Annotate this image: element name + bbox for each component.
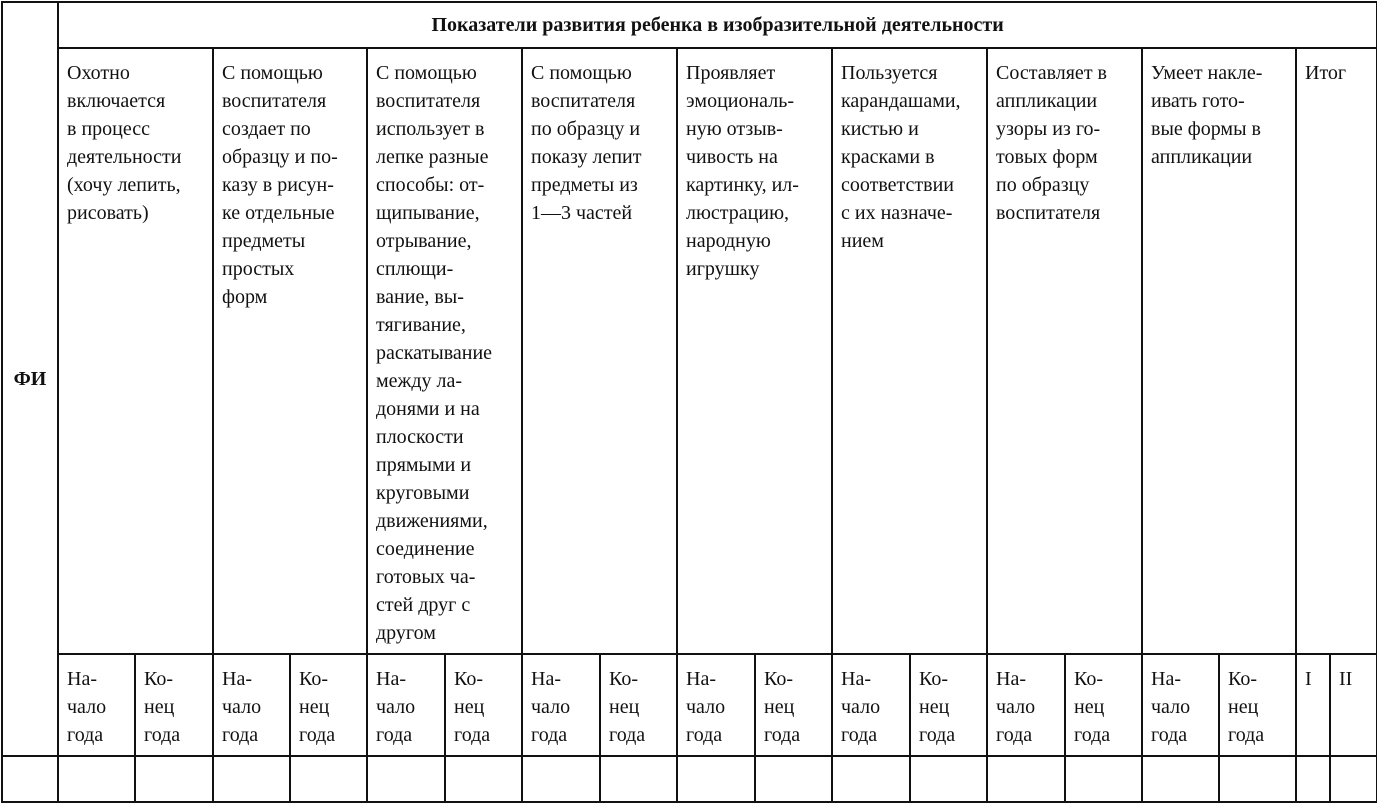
criteria-row (2, 48, 1377, 654)
period-end-cell (1065, 654, 1142, 756)
value-cell[interactable] (522, 756, 600, 802)
value-cell[interactable] (1142, 756, 1219, 802)
assessment-table-wrapper (1, 1, 1377, 803)
value-cell[interactable] (1219, 756, 1296, 802)
criterion-label: Охотно включается в процесс деятельности (хочу лепить, рисовать) (67, 62, 182, 224)
period-row (2, 654, 1377, 756)
period-end-label: Ко- нец года (454, 668, 491, 746)
period-start-cell (367, 654, 445, 756)
criterion-label: Проявляет эмоциональ- ную отзыв- чивость на картинку, ил- люстрацию, народную игрушку (686, 62, 799, 280)
period-start-cell (213, 654, 290, 756)
period-end-cell (445, 654, 522, 756)
fi-header-cell (2, 2, 58, 756)
criterion-cell-5 (677, 48, 832, 654)
total-period-1-label: I (1305, 668, 1312, 690)
table-row (2, 756, 1377, 802)
period-start-label: На- чало года (531, 668, 571, 746)
period-start-label: На- чало года (222, 668, 262, 746)
period-start-cell (832, 654, 910, 756)
period-end-cell (755, 654, 832, 756)
total-header: Итог (1305, 62, 1347, 84)
value-cell[interactable] (213, 756, 290, 802)
period-start-label: На- чало года (1151, 668, 1191, 746)
table-title: Показатели развития ребенка в изобразительной деятельности (431, 14, 1004, 36)
value-cell[interactable] (600, 756, 677, 802)
total-value-cell[interactable] (1296, 756, 1330, 802)
period-start-label: На- чало года (376, 668, 416, 746)
period-start-cell (58, 654, 135, 756)
period-start-label: На- чало года (996, 668, 1036, 746)
criterion-cell-2 (213, 48, 367, 654)
period-end-cell (910, 654, 987, 756)
title-row (2, 2, 1377, 48)
total-value-cell[interactable] (1330, 756, 1377, 802)
criterion-label: С помощью воспитателя создает по образцу и по- казу в рисун- ке отдельные предметы простых форм (222, 62, 338, 308)
total-period-1-cell (1296, 654, 1330, 756)
criterion-cell-8 (1142, 48, 1296, 654)
period-end-label: Ко- нец года (919, 668, 956, 746)
period-end-label: Ко- нец года (1228, 668, 1265, 746)
period-start-cell (987, 654, 1065, 756)
fi-header: ФИ (13, 368, 47, 390)
period-end-label: Ко- нец года (764, 668, 801, 746)
criterion-label: Пользуется карандашами, кистью и красками в соответствии с их назначе- нием (841, 62, 961, 252)
criterion-cell-6 (832, 48, 987, 654)
criterion-label: С помощью воспитателя использует в лепке разные способы: от- щипывание, отрывание, сплющи- вание, вы- тягивание, раскатывание между ла- донями и на плоскости прямыми и круговыми движениями, соединение готовых ча- стей друг с другом (376, 62, 493, 644)
criterion-cell-4 (522, 48, 677, 654)
value-cell[interactable] (367, 756, 445, 802)
period-start-label: На- чало года (841, 668, 881, 746)
assessment-table (1, 1, 1377, 803)
criterion-cell-7 (987, 48, 1142, 654)
value-cell[interactable] (135, 756, 213, 802)
value-cell[interactable] (987, 756, 1065, 802)
criterion-label: Умеет накле- ивать гото- вые формы в аппликации (1151, 62, 1263, 168)
total-header-cell (1296, 48, 1377, 654)
value-cell[interactable] (290, 756, 367, 802)
value-cell[interactable] (832, 756, 910, 802)
period-start-cell (1142, 654, 1219, 756)
value-cell[interactable] (58, 756, 135, 802)
fi-value-cell[interactable] (2, 756, 58, 802)
value-cell[interactable] (677, 756, 755, 802)
criterion-cell-1 (58, 48, 213, 654)
value-cell[interactable] (445, 756, 522, 802)
period-end-label: Ко- нец года (1074, 668, 1111, 746)
criterion-label: С помощью воспитателя по образцу и показу лепит предметы из 1—3 частей (531, 62, 642, 224)
value-cell[interactable] (910, 756, 987, 802)
value-cell[interactable] (755, 756, 832, 802)
period-end-cell (290, 654, 367, 756)
period-end-cell (600, 654, 677, 756)
period-end-cell (1219, 654, 1296, 756)
period-start-cell (522, 654, 600, 756)
criterion-cell-3 (367, 48, 522, 654)
value-cell[interactable] (1065, 756, 1142, 802)
period-end-label: Ко- нец года (144, 668, 181, 746)
period-start-cell (677, 654, 755, 756)
period-start-label: На- чало года (686, 668, 726, 746)
period-end-label: Ко- нец года (299, 668, 336, 746)
criterion-label: Составляет в аппликации узоры из го- товых форм по образцу воспитателя (996, 62, 1107, 224)
table-title-cell (58, 2, 1377, 48)
period-end-cell (135, 654, 213, 756)
period-start-label: На- чало года (67, 668, 107, 746)
total-period-2-label: II (1339, 668, 1353, 690)
total-period-2-cell (1330, 654, 1377, 756)
period-end-label: Ко- нец года (609, 668, 646, 746)
